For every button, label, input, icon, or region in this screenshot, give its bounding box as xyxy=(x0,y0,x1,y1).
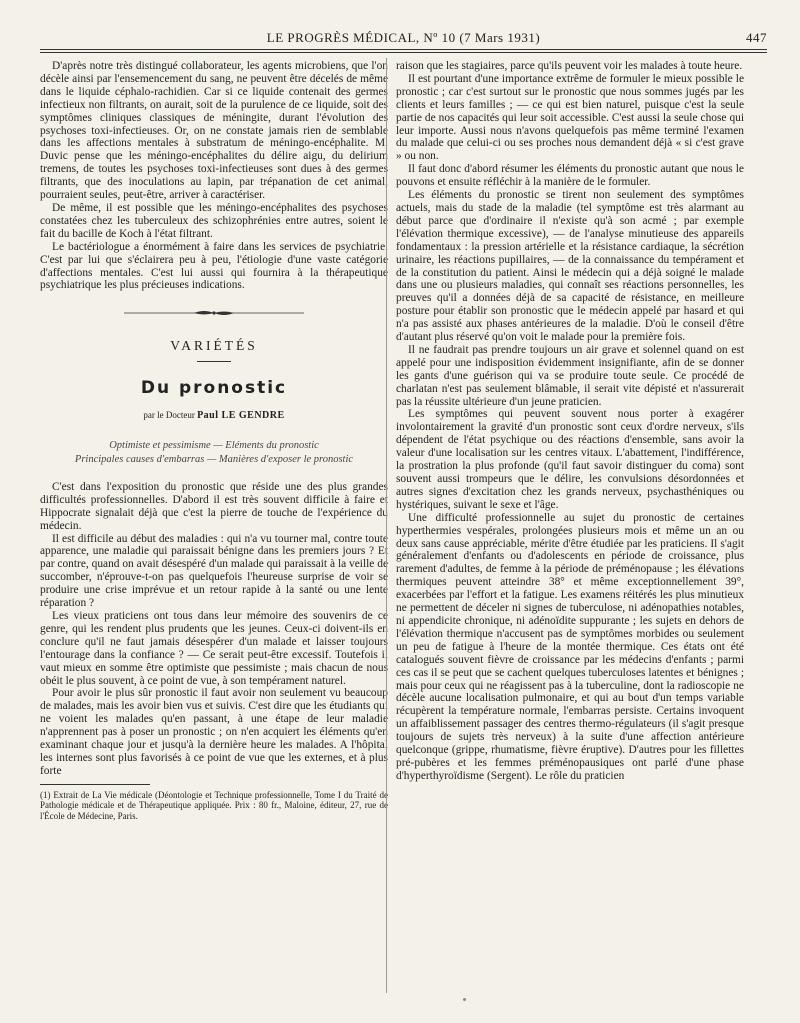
footnote-rule xyxy=(40,784,150,785)
section-rule xyxy=(197,361,231,362)
paragraph: De même, il est possible que les méningo-encéphalites des psychoses constatées chez les tuberculeux des schizophrénies entre autres, soient le fait du bacille de Koch à l'état filtrant. xyxy=(40,201,388,240)
author-name: Paul LE GENDRE xyxy=(197,410,285,422)
ornament-divider xyxy=(40,308,388,322)
paragraph: Il ne faudrait pas prendre toujours un air grave et solennel quand on est appelé pour une indisposition évidemment insignifiante, afin de se donner les gants d'une guérison qui va se produire toute seule. Ce procédé de charlatan n'est pas seulement blâmable, il serait vite dépisté et n'assurerait pas la réussite ultérieure d'un jeune praticien. xyxy=(396,343,744,408)
paragraph: Il est pourtant d'une importance extrême de formuler le mieux possible le pronostic ; car c'est surtout sur le pronostic que nous sommes jugés par les clients et leurs familles ; — ce qui est bien naturel, puisque c'est la seule partie de nos capacités qui leur soit accessible. C'est aussi la seule chose qui leur importe. Aussi nous n'avons quelquefois pas même terminé l'examen du malade que celui-ci ou ses proches nous demandent déjà « si c'est grave » ou non. xyxy=(396,72,744,163)
article-title: Du pronostic xyxy=(140,378,288,399)
paragraph: C'est dans l'exposition du pronostic que réside une des plus grandes difficultés professionnelles. D'abord il est très souvent difficile à faire et Hippocrate signalait déjà que c'est la pierre de touche de l'expérience du médecin. xyxy=(40,480,388,532)
article-subtitle: Principales causes d'embarras — Manières d'exposer le pronostic xyxy=(74,453,354,465)
paragraph: D'après notre très distingué collaborateur, les agents microbiens, que l'on décèle ainsi par l'ensemencement du sang, ne peuvent être décelés de même dans le liquide céphalo-rachidien. Car si ce liquide contenait des germes infectieux non filtrants, on aurait, soit de la purulence de ce liquide, soit des symptômes cliniques classiques de méningite, durant l'évolution des psychoses toxi-infectieuses. Or, on ne constate jamais rien de semblable dans les affections mentales à substratum de méningo-encéphalite. M. Duvic pense que les méningo-encéphalites du délire aigu, du delirium tremens, de toutes les psychoses toxi-infectieuses sont dues à des germes filtrants, que des inoculations au lapin, par trépanation de cet animal, pourraient seules, peut-être, arriver à caractériser. xyxy=(40,60,388,202)
article-subtitle: Optimiste et pessimisme — Eléments du pronostic xyxy=(109,439,319,451)
paragraph: Le bactériologue a énormément à faire dans les services de psychiatrie. C'est par lui que s'éclairera peu à peu, l'étiologie d'une vaste catégorie d'affections mentales. C'est lui aussi qui fournira à la thérapeutique psychiatrique les plus précieuses indications. xyxy=(40,240,388,292)
header-rule-double xyxy=(40,52,767,53)
byline-prefix: par le Docteur xyxy=(143,410,195,421)
page-number: 447 xyxy=(746,30,767,45)
paragraph: Il est difficile au début des maladies : qui n'a vu tourner mal, contre toute apparence, une maladie qui paraissait bénigne dans les premiers jours ? Et par contre, quand on avait désespéré d'un malade qui paraissait à la veille de succomber, n'éprouve-t-on pas quelquefois l'heureuse surprise de voir se produire une crise imprévue et un retour rapide à la santé ou une lente réparation ? xyxy=(40,532,388,610)
paragraph: Il faut donc d'abord résumer les éléments du pronostic autant que nous le pouvons et ensuite réfléchir à la manière de le formuler. xyxy=(396,163,744,189)
page-dot xyxy=(463,998,466,1001)
paragraph: Pour avoir le plus sûr pronostic il faut avoir non seulement vu beaucoup de malades, mais les avoir bien vus et suivis. C'est dire que les étudiants qui ne voient les malades qu'en passant, à une étape de leur maladie n'apprennent pas à poser un pronostic ; on n'en acquiert les éléments qu'en examinant chaque jour et jusqu'à la dernière heure les malades. A l'hôpital les internes sont plus favorisés à ce point de vue que les externes, et à plus forte xyxy=(40,687,388,777)
paragraph: Les vieux praticiens ont tous dans leur mémoire des souvenirs de ce genre, qui les rendent plus prudents que les jeunes. Ceux-ci doivent-ils en conclure qu'il ne faut jamais désespérer d'un malade et laisser toujours l'entourage dans la confiance ? — Ce serait peut-être excessif. Toutefois il vaut mieux en somme être optimiste que pessimiste ; mais chacun de nous obéit le plus souvent, à ce point de vue, à son tempérament naturel. xyxy=(40,610,388,687)
paragraph: raison que les stagiaires, parce qu'ils peuvent voir les malades à toute heure. xyxy=(396,60,743,72)
ornament-icon xyxy=(124,308,304,318)
journal-title: LE PROGRÈS MÉDICAL, Nº 10 (7 Mars 1931) xyxy=(266,30,541,45)
byline xyxy=(40,409,388,423)
section-title: VARIÉTÉS xyxy=(170,338,258,354)
paragraph: Les symptômes qui peuvent souvent nous porter à exagérer involontairement la gravité d'un pronostic sont ceux d'ordre nerveux, s'ils dépendent de l'état psychique ou des réactions d'ensemble, sans avoir la valeur d'une localisation sur les centres vitaux. L'abattement, l'indifférence, la prostration la plus profonde (qu'il faut savoir distinguer du coma) sont souvent aussi trompeurs que le délire, les convulsions désordonnées et autres signes d'excitation chez les grands nerveux, psychasthéniques ou hystériques, suivant le sexe et l'âge. xyxy=(396,408,744,511)
paragraph: Une difficulté professionnelle au sujet du pronostic de certaines hyperthermies vespérales, prolongées plusieurs mois et même un an ou deux sans cause appréciable, mérite d'être étudiée par les praticiens. Il s'agit généralement d'enfants ou d'adolescents en période de croissance, plus rarement d'adultes, de femme à la période de préménopause ; les élévations thermiques peuvent atteindre 38° et même exceptionnellement 39°, exacerbées par l'effort et la fatigue. Les examens réitérés les plus minutieux ne permettent de déceler ni signes de tuberculose, ni adénopathies notables, ni appendicite chronique, ni adénoïdite suppurante ; les sujets en dehors de l'élévation thermique n'accusent pas de symptômes morbides ou seulement un peu de fatigue à l'heure de la montée thermique. Ces états ont été catalogués souvent fièvre de croissance par les médecins d'enfants ; parmi ces cas il se peut que se cachent quelques tuberculoses latentes et bénignes ; mais pour ceux qui ne réagissent pas à la tuberculine, dont la radioscopie ne décèle aucune localisation pulmonaire, et qui au bout d'un temps variable récupèrent la température normale, l'embarras persiste. Certains invoquent un affaiblissement passager des centres thermo-régulateurs (il s'agit presque toujours de sujets très nerveux) à la suite d'une affection antérieure quelconque (grippe, rhumatisme, fièvre éruptive). D'autres pour les fillettes pré-pubères et les femmes préménopausiques ont parlé d'une phase d'hyperthyroïdisme (Sergent). Le rôle du praticien xyxy=(396,511,744,782)
paragraph: Les éléments du pronostic se tirent non seulement des symptômes actuels, mais du stade de la maladie (tel symptôme est très alarmant au début parce que d'ordinaire il n'existe qu'à son acmé ; par exemple l'élévation thermique excessive), — de l'analyse minutieuse des appareils fondamentaux : la pression artérielle et la résistance cardiaque, la sécrétion urinaire, les réactions pupillaires, — de la connaissance du tempérament et de la constitution du patient. Ainsi le médecin qui a déjà soigné le malade dans une ou plusieurs maladies, qui connaît ses réactions personnelles, les preuves qu'il a données déjà de sa capacité de résistance, en meilleure posture pour établir son pronostic que le médecin appelé par hasard et qui n'a pas assisté aux phases antérieures de la maladie. D'où le conseil d'être d'autant plus réservé qu'on voit le malade pour la première fois. xyxy=(396,189,744,344)
running-header xyxy=(40,30,767,46)
left-column xyxy=(40,60,388,821)
footnote: (1) Extrait de La Vie médicale (Déontologie et Technique professionnelle, Tome I du Traité de Pathologie médicale et de Thérapeutique appliquée. Prix : 80 fr., Maloine, éditeur, 27, rue de l'École de Médecine, Paris. xyxy=(40,789,388,821)
header-rule xyxy=(40,49,767,50)
right-column xyxy=(396,60,744,783)
column-divider xyxy=(386,58,387,993)
